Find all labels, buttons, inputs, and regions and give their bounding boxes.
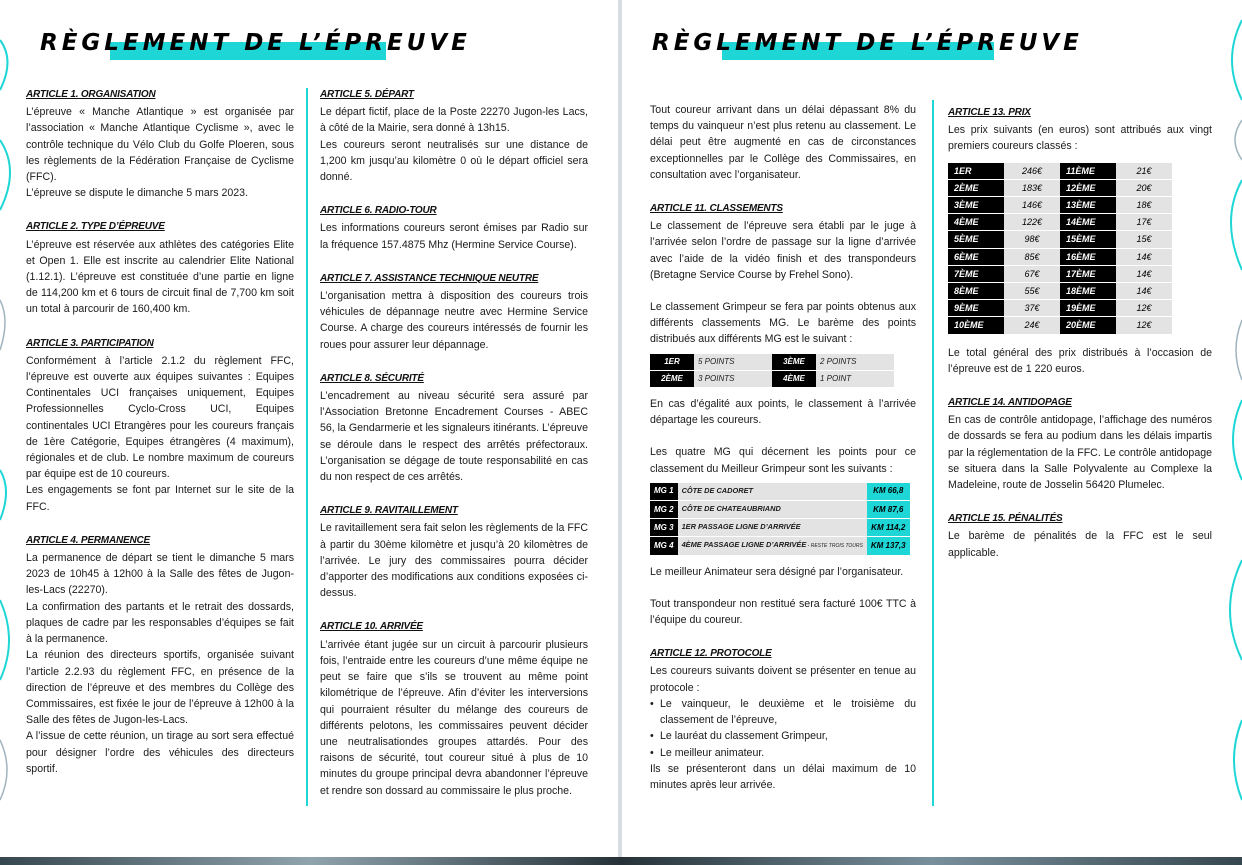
page-title: RÈGLEMENT DE L’ÉPREUVE <box>652 30 1083 56</box>
amount-cell: 246€ <box>1004 163 1060 180</box>
article-heading: ARTICLE 4. PERMANENCE <box>26 533 150 549</box>
paragraph: En cas d’égalité aux points, le classement à l’arrivée départage les coureurs. <box>650 398 916 427</box>
paragraph: L’arrivée étant jugée sur un circuit à parcourir plusieurs fois, l’entraide entre les coureurs d’une même équipe ne peut se faire que s’ils se trouvent au même point kilométrique de l’épreuve. Afin d’éviter les interversions qui pourraient résulter du mélange des coureurs de différents pelotons, les commissaires peuvent décider une neutralisationdes groupes attardés. Pour des raisons de sécurité, tout coureur situé à plus de 10 minutes du groupe principal devra abandonner l’épreuve et rendre son dossard au commissaire le plus proche. <box>320 638 588 797</box>
rank-cell: 14ÈME <box>1060 214 1116 231</box>
paragraph: Les prix suivants (en euros) sont attribués aux vingt premiers coureurs classés : <box>948 124 1212 153</box>
table-row <box>650 537 910 555</box>
rank-cell: 13ÈME <box>1060 197 1116 214</box>
page-title: RÈGLEMENT DE L’ÉPREUVE <box>40 30 471 56</box>
article <box>320 370 588 485</box>
article-heading: ARTICLE 3. PARTICIPATION <box>26 336 154 352</box>
rank-cell: 7ÈME <box>948 265 1004 282</box>
article-heading: ARTICLE 14. ANTIDOPAGE <box>948 395 1072 411</box>
paragraph: Le meilleur Animateur sera désigné par l’organisateur. <box>650 565 904 578</box>
mg-id-cell: MG 2 <box>650 501 678 519</box>
mg-km-cell: KM 137,3 <box>867 537 910 555</box>
amount-cell: 12€ <box>1116 300 1172 317</box>
article <box>26 86 294 201</box>
mg-km-cell: KM 114,2 <box>867 519 910 537</box>
rank-cell: 1ER <box>948 163 1004 180</box>
article <box>320 502 588 601</box>
table-row <box>650 519 910 537</box>
rank-cell: 20ÈME <box>1060 317 1116 334</box>
mg-table <box>650 483 910 556</box>
paragraph: A l’issue de cette réunion, un tirage au sort sera effectué pour désigner l’ordre des véhicules des directeurs sportif. <box>26 730 294 775</box>
points-cell: 2 POINTS <box>816 354 894 371</box>
mg-km-cell: KM 66,8 <box>867 483 910 501</box>
article-heading: ARTICLE 5. DÉPART <box>320 87 414 103</box>
paragraph: L’épreuve « Manche Atlantique » est organisée par l’association « Manche Atlantique Cyclisme », avec le contrôle technique du Vélo Club du Golfe Ploeren, sous les règlements de la Fédération Française de Cyclisme (FFC). <box>26 106 294 184</box>
amount-cell: 183€ <box>1004 179 1060 196</box>
mg-name: 4ÈME PASSAGE LIGNE D’ARRIVÉE <box>681 540 807 550</box>
points-table <box>650 354 894 388</box>
mg-name-cell <box>678 501 867 519</box>
amount-cell: 67€ <box>1004 265 1060 282</box>
article <box>320 618 588 798</box>
amount-cell: 14€ <box>1116 265 1172 282</box>
table-row <box>650 354 894 371</box>
paragraph: Les engagements se font par Internet sur le site de la FFC. <box>26 484 294 513</box>
rank-cell: 4ÈME <box>948 214 1004 231</box>
table-row <box>948 197 1172 214</box>
rank-cell: 3ÈME <box>772 354 816 371</box>
amount-cell: 122€ <box>1004 214 1060 231</box>
mg-name-cell <box>678 537 867 555</box>
paragraph: Tout coureur arrivant dans un délai dépassant 8% du temps du vainqueur n’est plus retenu au classement. Le délai peut être augmenté en cas de circonstances exceptionnelles par le Collège des Commissaires, en consultation avec l’organisateur. <box>650 104 916 181</box>
rank-cell: 4ÈME <box>772 370 816 387</box>
paragraph: Le barème de pénalités de la FFC est le seul applicable. <box>948 530 1212 559</box>
paragraph: L’épreuve est réservée aux athlètes des catégories Elite et Open 1. Elle est inscrite au calendrier Elite National (1.12.1). L’épreuve est constituée d’une partie en ligne de 114,200 km et 6 tours de circuit final de 7,700 km soit un total à parcourir de 160,400 km. <box>26 238 294 316</box>
mg-name: CÔTE DE CADORET <box>681 485 754 495</box>
amount-cell: 14€ <box>1116 248 1172 265</box>
amount-cell: 55€ <box>1004 283 1060 300</box>
table-row <box>650 501 910 519</box>
article <box>26 218 294 317</box>
table-row <box>650 483 910 501</box>
rank-cell: 1ER <box>650 354 694 371</box>
article <box>320 86 588 185</box>
mg-name-cell <box>678 519 867 537</box>
table-row <box>948 265 1172 282</box>
mg-id-cell: MG 1 <box>650 483 678 501</box>
rank-cell: 19ÈME <box>1060 300 1116 317</box>
paragraph: L’épreuve se dispute le dimanche 5 mars 2023. <box>26 187 249 200</box>
right-column-2 <box>948 104 1212 578</box>
right-edge-decoration <box>1212 0 1242 865</box>
amount-cell: 12€ <box>1116 317 1172 334</box>
left-page <box>0 0 618 865</box>
rank-cell: 11ÈME <box>1060 163 1116 180</box>
amount-cell: 24€ <box>1004 317 1060 334</box>
table-row <box>948 248 1172 265</box>
rank-cell: 17ÈME <box>1060 265 1116 282</box>
article <box>26 532 294 777</box>
rank-cell: 8ÈME <box>948 283 1004 300</box>
amount-cell: 98€ <box>1004 231 1060 248</box>
article-heading: ARTICLE 9. RAVITAILLEMENT <box>320 503 458 519</box>
right-page <box>622 0 1242 865</box>
rank-cell: 12ÈME <box>1060 179 1116 196</box>
rank-cell: 5ÈME <box>948 231 1004 248</box>
article <box>320 202 588 253</box>
mg-name-cell <box>678 483 867 501</box>
paragraph: L’organisation mettra à disposition des coureurs trois véhicules de dépannage neutre avec Hermine Service Course. A charge des coureurs intéressés de fournir les roues pour assurer leur dépannage. <box>320 290 588 351</box>
amount-cell: 18€ <box>1116 197 1172 214</box>
amount-cell: 21€ <box>1116 163 1172 180</box>
article <box>26 335 294 515</box>
paragraph: Ils se présenteront dans un délai maximum de 10 minutes après leur arrivée. <box>650 762 916 791</box>
paragraph: Les coureurs seront neutralisés sur une distance de 1,200 km jusqu’au kilomètre 0 où le départ officiel sera donné. <box>320 138 588 184</box>
paragraph: Conformément à l’article 2.1.2 du règlement FFC, l’épreuve est ouverte aux équipes suivantes : Equipes Continentales UCI françaises uniquement, Equipes Professionnelles Cyclo-Cross UCI, Equipes continentales UCI Etrangères pour les coureurs français de 1ère Catégorie, Equipes étrangères (4 maximum), régionales et de club. Le nombre maximum de coureurs par équipe est de 10 coureurs. <box>26 354 294 481</box>
rank-cell: 2ÈME <box>650 370 694 387</box>
paragraph: La permanence de départ se tient le dimanche 5 mars 2023 de 10h45 à 12h00 à la Salle des fêtes de Jugon-les-Lacs (22270). <box>26 552 294 597</box>
article-heading: ARTICLE 7. ASSISTANCE TECHNIQUE NEUTRE <box>320 271 538 287</box>
article <box>320 270 588 353</box>
mg-km-cell: KM 87,6 <box>867 501 910 519</box>
amount-cell: 15€ <box>1116 231 1172 248</box>
rank-cell: 16ÈME <box>1060 248 1116 265</box>
rank-cell: 18ÈME <box>1060 283 1116 300</box>
amount-cell: 146€ <box>1004 197 1060 214</box>
article-heading: ARTICLE 13. PRIX <box>948 105 1031 121</box>
amount-cell: 85€ <box>1004 248 1060 265</box>
table-row <box>948 214 1172 231</box>
paragraph: L’encadrement au niveau sécurité sera assuré par l’Association Bretonne Encadrement Courses - ABEC 56, la Gendarmerie et les signaleurs itinérants. L’épreuve se déroule dans le respect des arrêtés préfectoraux. L’organisation se dégage de toute responsabilité en cas du non respect de ces arrêtés. <box>320 390 588 484</box>
article-heading: ARTICLE 10. ARRIVÉE <box>320 619 423 635</box>
article-heading: ARTICLE 12. PROTOCOLE <box>650 646 772 662</box>
mg-id-cell: MG 3 <box>650 519 678 537</box>
rank-cell: 2ÈME <box>948 179 1004 196</box>
left-column-2 <box>320 86 588 816</box>
column-divider <box>306 88 308 806</box>
points-cell: 1 POINT <box>816 370 894 387</box>
rank-cell: 9ÈME <box>948 300 1004 317</box>
table-row <box>948 179 1172 196</box>
article-heading: ARTICLE 15. PÉNALITÉS <box>948 511 1063 527</box>
rank-cell: 10ÈME <box>948 317 1004 334</box>
right-column-1 <box>650 102 916 810</box>
table-row <box>948 283 1172 300</box>
amount-cell: 14€ <box>1116 283 1172 300</box>
points-cell: 3 POINTS <box>694 370 772 387</box>
list-item: • Le meilleur animateur. <box>650 745 916 761</box>
column-divider <box>932 100 934 806</box>
paragraph: En cas de contrôle antidopage, l’affichage des numéros de dossards se fera au podium dans les délais impartis par la réglementation de la FFC. Le contrôle antidopage se situera dans la Salle Polyvalente au Complexe la Madeleine, route de Josselin 56420 Plumelec. <box>948 414 1212 492</box>
paragraph: Les quatre MG qui décernent les points pour ce classement du Meilleur Grimpeur sont les suivants : <box>650 446 916 475</box>
mg-id-cell: MG 4 <box>650 537 678 555</box>
mg-note: - RESTE TROIS TOURS <box>806 543 863 550</box>
list-item: • Le vainqueur, le deuxième et le troisième du classement de l’épreuve, <box>650 696 916 728</box>
article-heading: ARTICLE 2. TYPE D’ÉPREUVE <box>26 219 165 235</box>
paragraph: Le ravitaillement sera fait selon les règlements de la FFC à partir du 30ème kilomètre et jusqu’à 20 kilomètres de l’arrivée. Le jury des commissaires pourra décider d’apporter des modifications aux conditions exposées ci-dessus. <box>320 522 588 600</box>
article-heading: ARTICLE 1. ORGANISATION <box>26 87 155 103</box>
paragraph: Le classement Grimpeur se fera par points obtenus aux différents classements MG. Le barème des points distribués aux différents MG est le suivant : <box>650 301 916 346</box>
paragraph: La confirmation des partants et le retrait des dossards, plaques de cadre par les responsables d’équipes se fait à la permanence. <box>26 600 294 646</box>
rank-cell: 6ÈME <box>948 248 1004 265</box>
table-row <box>948 317 1172 334</box>
table-row <box>948 300 1172 317</box>
list-item: • Le lauréat du classement Grimpeur, <box>650 728 916 744</box>
rank-cell: 15ÈME <box>1060 231 1116 248</box>
paragraph: Tout transpondeur non restitué sera facturé 100€ TTC à l’équipe du coureur. <box>650 597 916 627</box>
paragraph: Les coureurs suivants doivent se présenter en tenue au protocole : <box>650 665 916 694</box>
article-heading: ARTICLE 8. SÉCURITÉ <box>320 371 424 387</box>
table-row <box>948 163 1172 180</box>
prize-table <box>948 163 1172 335</box>
amount-cell: 17€ <box>1116 214 1172 231</box>
article-heading: ARTICLE 6. RADIO-TOUR <box>320 203 437 219</box>
table-row <box>948 231 1172 248</box>
rank-cell: 3ÈME <box>948 197 1004 214</box>
paragraph: La réunion des directeurs sportifs, organisée suivant l’article 2.2.93 du règlement FFC, en présence de la direction de l’épreuve et des membres du Collège des Commissaires, est fixée le jour de l’épreuve à 12h00 à la Salle des fêtes de Jugon-les-Lacs. <box>26 649 294 727</box>
mg-name: CÔTE DE CHATEAUBRIAND <box>681 504 781 514</box>
mg-name: 1ER PASSAGE LIGNE D’ARRIVÉE <box>681 522 801 532</box>
paragraph: Les informations coureurs seront émises par Radio sur la fréquence 157.4875 Mhz (Hermine Service Course). <box>320 222 588 251</box>
paragraph: Le total général des prix distribués à l’occasion de l’épreuve est de 1 220 euros. <box>948 346 1212 375</box>
amount-cell: 20€ <box>1116 179 1172 196</box>
paragraph: Le départ fictif, place de la Poste 22270 Jugon-les Lacs, à côté de la Mairie, sera donné à 13h15. <box>320 106 588 135</box>
article-heading: ARTICLE 11. CLASSEMENTS <box>650 201 783 217</box>
paragraph: Le classement de l’épreuve sera établi par le juge à l’arrivée selon l’ordre de passage sur la ligne d’arrivée avec l’aide de la vidéo finish et des transpondeurs (Bretagne Service Course by Frehel Sono). <box>650 220 916 281</box>
amount-cell: 37€ <box>1004 300 1060 317</box>
bottom-photo-strip <box>0 857 1242 865</box>
points-cell: 5 POINTS <box>694 354 772 371</box>
left-column-1 <box>26 86 294 794</box>
table-row <box>650 370 894 387</box>
